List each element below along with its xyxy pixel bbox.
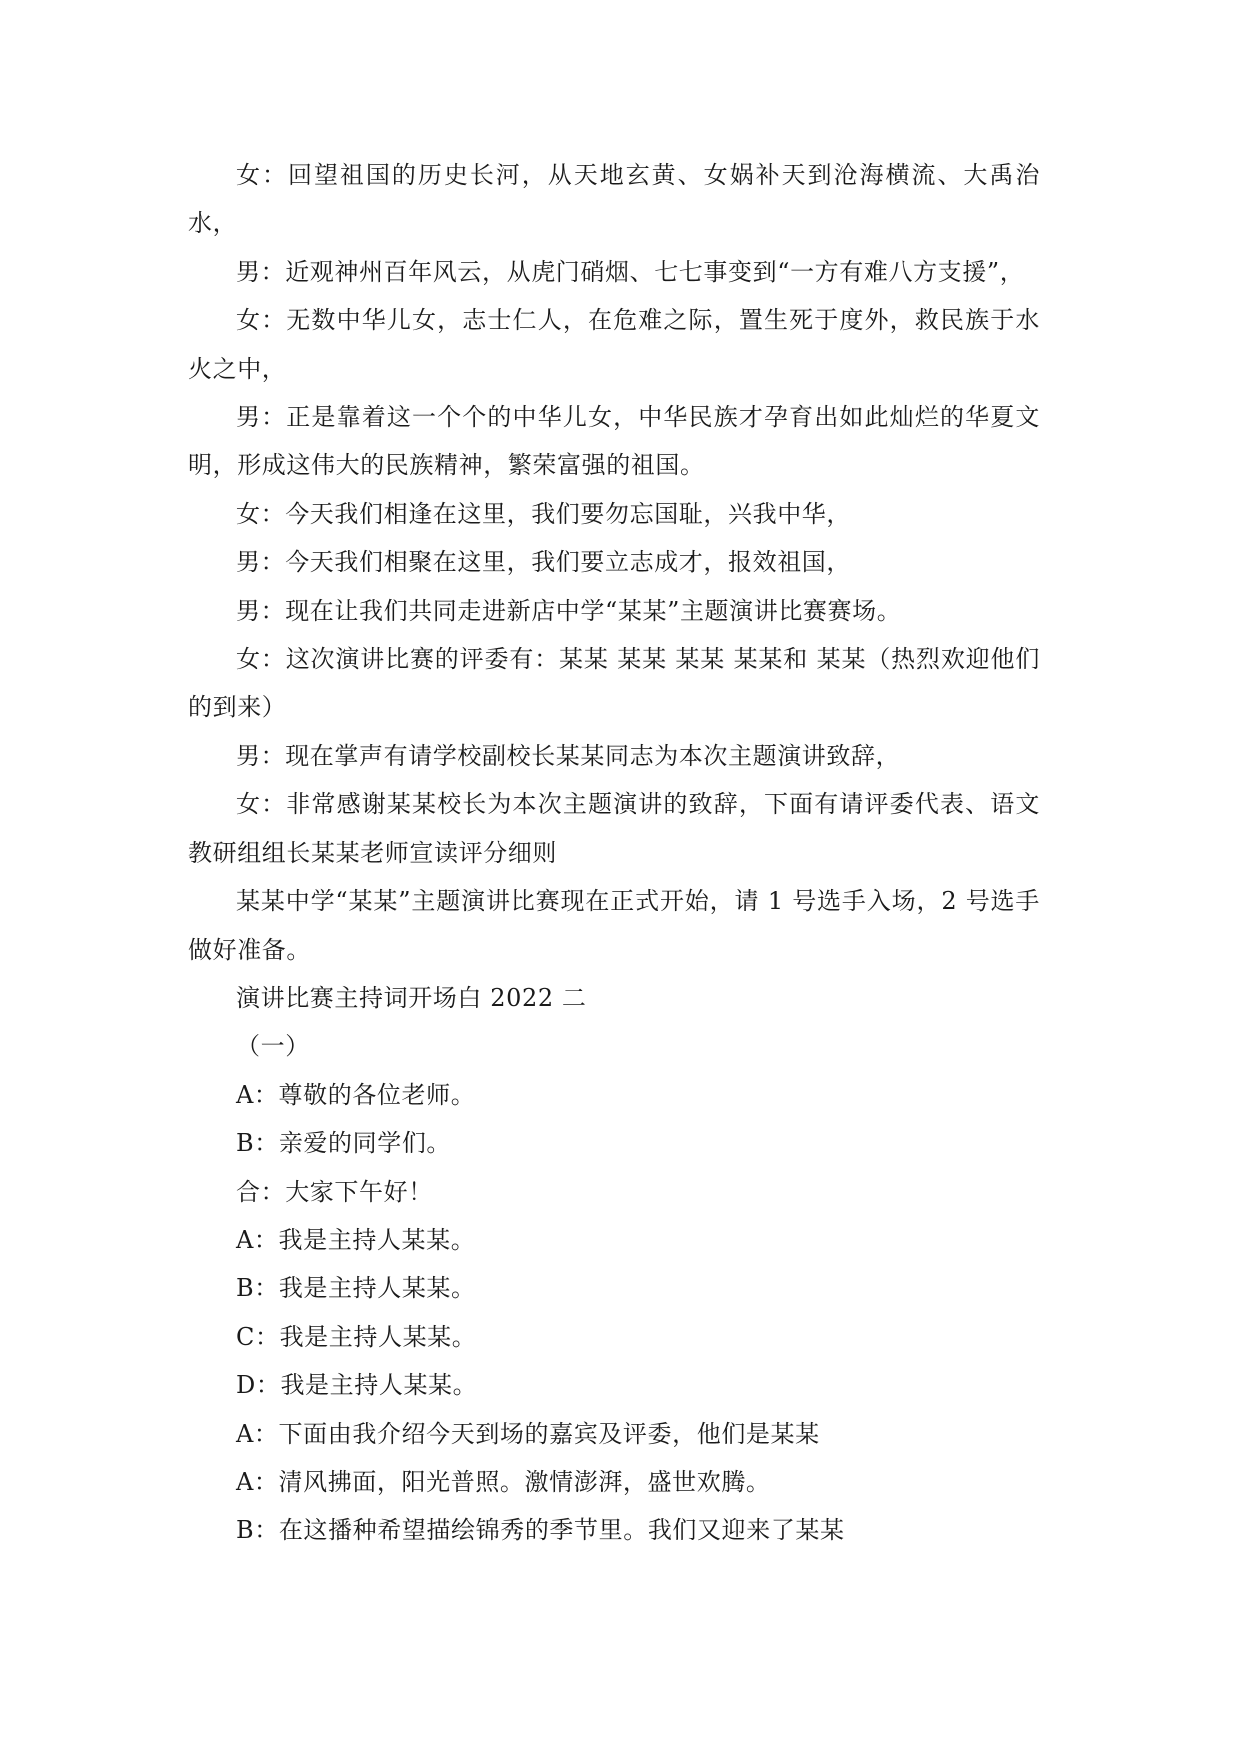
document-body <box>188 151 1040 1555</box>
paragraph: 女：无数中华儿女，志士仁人，在危难之际，置生死于度外，救民族于水火之中， <box>188 306 1040 383</box>
section-heading: 演讲比赛主持词开场白 2022 二 <box>236 983 587 1012</box>
paragraph: 男：近观神州百年风云，从虎门硝烟、七七事变到“一方有难八方支援”， <box>236 257 1025 286</box>
paragraph: 女：回望祖国的历史长河，从天地玄黄、女娲补天到沧海横流、大禹治水， <box>188 161 1040 238</box>
paragraph: 某某中学“某某”主题演讲比赛现在正式开始，请 1 号选手入场，2 号选手做好准备。 <box>188 887 1040 964</box>
paragraph: A：清风拂面，阳光普照。激情澎湃，盛世欢腾。 <box>236 1467 771 1496</box>
paragraph: 合：大家下午好！ <box>236 1177 433 1206</box>
paragraph: 女：今天我们相逢在这里，我们要勿忘国耻，兴我中华， <box>236 499 851 528</box>
paragraph: 女：这次演讲比赛的评委有：某某 某某 某某 某某和 某某（热烈欢迎他们的到来） <box>188 645 1040 722</box>
paragraph: A：下面由我介绍今天到场的嘉宾及评委，他们是某某 <box>236 1419 820 1448</box>
paragraph: 女：非常感谢某某校长为本次主题演讲的致辞，下面有请评委代表、语文教研组组长某某老师宣读评分细则 <box>188 790 1040 867</box>
paragraph: D：我是主持人某某。 <box>236 1371 478 1400</box>
paragraph: A：我是主持人某某。 <box>236 1225 476 1254</box>
paragraph: 男：现在掌声有请学校副校长某某同志为本次主题演讲致辞， <box>236 741 901 770</box>
paragraph: 男：现在让我们共同走进新店中学“某某”主题演讲比赛赛场。 <box>236 596 902 625</box>
paragraph: A：尊敬的各位老师。 <box>236 1080 476 1109</box>
paragraph: 男：正是靠着这一个个的中华儿女，中华民族才孕育出如此灿烂的华夏文明，形成这伟大的民族精神，繁荣富强的祖国。 <box>188 403 1040 480</box>
paragraph: B：在这播种希望描绘锦秀的季节里。我们又迎来了某某 <box>236 1516 845 1545</box>
paragraph: 男：今天我们相聚在这里，我们要立志成才，报效祖国， <box>236 548 851 577</box>
paragraph: B：我是主持人某某。 <box>236 1274 476 1303</box>
paragraph: B：亲爱的同学们。 <box>236 1129 452 1158</box>
section-number: （一） <box>236 1032 310 1061</box>
paragraph: C：我是主持人某某。 <box>236 1322 477 1351</box>
